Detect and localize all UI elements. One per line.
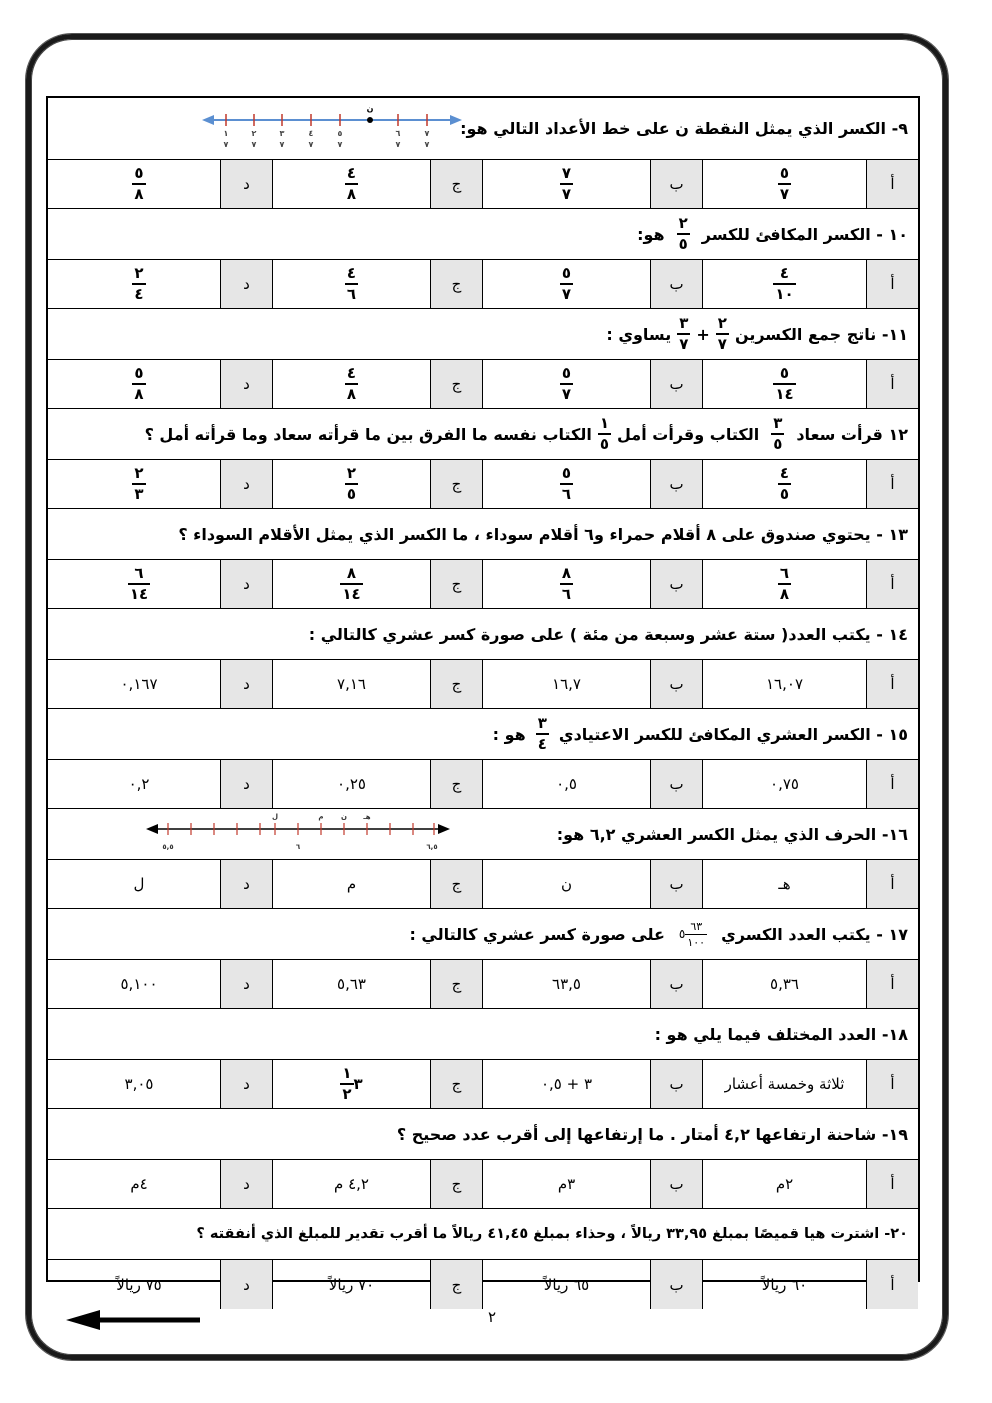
svg-text:٧: ٧ (223, 140, 229, 149)
question-10-fraction: $\frac{٢}{٥}$ (678, 214, 688, 253)
q9-point-label: ن (366, 104, 374, 113)
option-c[interactable]: ٠,٢٥ (272, 760, 430, 808)
option-b[interactable]: ن (482, 860, 650, 908)
option-letter-b: ب (650, 460, 702, 508)
option-letter-c: ج (430, 1060, 482, 1108)
option-letter-c: ج (430, 460, 482, 508)
svg-text:٥: ٥ (337, 129, 343, 138)
option-d[interactable]: ل (133, 875, 145, 893)
option-letter-c: ج (430, 1260, 482, 1309)
answers-14 (48, 660, 918, 709)
option-letter-c: ج (430, 860, 482, 908)
svg-text:٣: ٣ (279, 129, 285, 138)
question-10-text: ١٠ - الكسر المكافئ للكسر (701, 224, 908, 244)
svg-text:٧: ٧ (424, 129, 430, 138)
q16-point-l: ل (271, 813, 279, 821)
question-table (46, 96, 920, 1294)
option-b[interactable]: $\frac{٥}{٦}$ (482, 460, 650, 508)
question-12-text-2: الكتاب وقرأت أمل (617, 424, 760, 444)
option-c[interactable]: $\frac{٤}{٨}$ (272, 360, 430, 408)
q9-number-line (198, 104, 468, 154)
question-14-text: ١٤ - يكتب العدد( ستة عشر وسبعة من مئة ) على صورة كسر عشري كالتالي : (308, 624, 908, 644)
svg-text:٥,٥: ٥,٥ (162, 843, 174, 851)
svg-text:٦: ٦ (295, 843, 301, 851)
option-letter-d: د (220, 260, 272, 308)
answers-13 (48, 560, 918, 609)
option-letter-a: أ (866, 960, 918, 1008)
option-c[interactable]: $\frac{٤}{٨}$ (272, 160, 430, 208)
question-15-text: ١٥ - الكسر العشري المكافئ للكسر الاعتيادي (558, 724, 908, 744)
option-d[interactable]: $\frac{٦}{١٤}$ (129, 564, 149, 603)
option-a[interactable]: ثلاثة وخمسة أعشار (702, 1060, 866, 1108)
question-12-text-3: الكتاب نفسه ما الفرق بين ما قرأته سعاد وما قرأته أمل ؟ (144, 424, 592, 444)
option-letter-d: د (220, 660, 272, 708)
option-b[interactable]: ٦٣,٥ (482, 960, 650, 1008)
option-letter-c: ج (430, 1160, 482, 1208)
question-19 (48, 1109, 918, 1160)
option-b[interactable]: $\frac{٧}{٧}$ (482, 160, 650, 208)
option-a[interactable]: ٠,٧٥ (702, 760, 866, 808)
option-letter-a: أ (866, 1060, 918, 1108)
option-c[interactable]: م (272, 860, 430, 908)
answers-18 (48, 1060, 918, 1109)
svg-text:٧: ٧ (424, 140, 430, 149)
question-15-fraction: $\frac{٣}{٤}$ (537, 714, 547, 753)
option-letter-d: د (220, 1160, 272, 1208)
option-c[interactable]: ٤,٢ م (272, 1160, 430, 1208)
option-b[interactable]: ٣م (482, 1160, 650, 1208)
question-12 (48, 409, 918, 460)
question-13 (48, 509, 918, 560)
answers-9 (48, 160, 918, 209)
q9-point-n (367, 117, 373, 123)
svg-text:٦: ٦ (395, 129, 401, 138)
option-letter-b: ب (650, 1060, 702, 1108)
svg-text:٧: ٧ (337, 140, 343, 149)
question-13-text: ١٣ - يحتوي صندوق على ٨ أقلام حمراء و٦ أقلام سوداء ، ما الكسر الذي يمثل الأقلام السوداء ؟ (178, 524, 908, 544)
option-letter-c: ج (430, 360, 482, 408)
option-letter-b: ب (650, 1260, 702, 1309)
option-letter-d: د (220, 960, 272, 1008)
question-20 (48, 1209, 918, 1260)
option-d[interactable]: $\frac{٥}{٨}$ (134, 364, 144, 403)
q16-point-m: م (318, 813, 324, 821)
question-17-text: ١٧ - يكتب العدد الكسري (721, 924, 908, 944)
option-letter-a: أ (866, 260, 918, 308)
option-b[interactable]: ١٦,٧ (482, 660, 650, 708)
answers-11 (48, 360, 918, 409)
option-c[interactable]: $\frac{٢}{٥}$ (272, 460, 430, 508)
option-letter-b: ب (650, 760, 702, 808)
answers-16 (48, 860, 918, 909)
answers-15 (48, 760, 918, 809)
question-17-mixed-number: $\frac{٦٣}{١٠٠}$ ٥ (678, 919, 706, 949)
option-d[interactable]: $\frac{٢}{٤}$ (134, 264, 144, 303)
question-20-text: ٢٠- اشترت هيا قميصًا بمبلغ ٣٣,٩٥ ريالاً ، وحذاء بمبلغ ٤١,٤٥ ريالاً ما أقرب تقدير للمبلغ الذي أنفقته ؟ (196, 1226, 908, 1242)
page-number: ٢ (488, 1308, 497, 1326)
option-b[interactable]: $\frac{٥}{٧}$ (482, 360, 650, 408)
option-c[interactable]: $\frac{٤}{٦}$ (272, 260, 430, 308)
answers-19 (48, 1160, 918, 1209)
option-letter-b: ب (650, 260, 702, 308)
option-b[interactable]: $\frac{٥}{٧}$ (482, 260, 650, 308)
question-18 (48, 1009, 918, 1060)
option-d[interactable]: ٠,١٦٧ (120, 675, 158, 693)
option-letter-b: ب (650, 860, 702, 908)
question-15: ١٥ - الكسر العشري المكافئ للكسر الاعتيادي $\frac{٣}{٤}$ هو : (48, 709, 918, 760)
option-letter-d: د (220, 160, 272, 208)
question-12-fraction-1: $\frac{٣}{٥}$ (773, 414, 783, 453)
question-19-text: ١٩- شاحنة ارتفاعها ٤,٢ أمتار . ما إرتفاعها إلى أقرب عدد صحيح ؟ (396, 1124, 908, 1144)
option-letter-c: ج (430, 760, 482, 808)
option-b[interactable]: ٠,٥ (482, 760, 650, 808)
option-letter-a: أ (866, 760, 918, 808)
option-letter-a: أ (866, 160, 918, 208)
option-d[interactable]: ٣,٠٥ (124, 1075, 154, 1093)
svg-text:٧: ٧ (395, 140, 401, 149)
option-d[interactable]: $\frac{٥}{٨}$ (134, 164, 144, 203)
option-a[interactable]: ٥,٣٦ (702, 960, 866, 1008)
svg-text:٧: ٧ (308, 140, 314, 149)
svg-text:٧: ٧ (279, 140, 285, 149)
question-9-text: ٩- الكسر الذي يمثل النقطة ن على خط الأعداد التالي هو: (460, 119, 908, 138)
svg-text:١: ١ (223, 129, 229, 138)
option-a[interactable]: ٦٠ ريالاً (702, 1260, 866, 1309)
option-b[interactable]: $\frac{٨}{٦}$ (482, 560, 650, 608)
svg-text:٢: ٢ (251, 129, 257, 138)
option-d[interactable]: ٥,١٠٠ (120, 975, 158, 993)
option-c[interactable]: $\frac{٨}{١٤}$ (272, 560, 430, 608)
option-d[interactable]: ٧٥ ريالاً (116, 1275, 162, 1294)
option-letter-c: ج (430, 660, 482, 708)
option-a[interactable]: $\frac{٦}{٨}$ (702, 560, 866, 608)
question-12-text-1: ١٢ قرأت سعاد (796, 424, 908, 444)
option-a[interactable]: $\frac{٥}{١٤}$ (702, 360, 866, 408)
question-11-fraction-1: $\frac{٢}{٧}$ (717, 314, 727, 353)
option-letter-c: ج (430, 960, 482, 1008)
option-letter-d: د (220, 860, 272, 908)
question-10: ١٠ - الكسر المكافئ للكسر $\frac{٢}{٥}$ هو: (48, 209, 918, 260)
option-a[interactable]: ٢م (702, 1160, 866, 1208)
question-18-text: ١٨- العدد المختلف فيما يلي هو : (654, 1024, 908, 1044)
option-letter-d: د (220, 360, 272, 408)
option-letter-a: أ (866, 660, 918, 708)
option-a[interactable]: $\frac{٤}{١٠}$ (702, 260, 866, 308)
question-12-fraction-2: $\frac{١}{٥}$ (599, 414, 610, 453)
option-c[interactable]: ٣ $\frac{١}{٢}$ (272, 1060, 430, 1108)
option-a[interactable]: هـ (702, 860, 866, 908)
svg-text:٧: ٧ (251, 140, 257, 149)
answers-17 (48, 960, 918, 1009)
option-letter-a: أ (866, 560, 918, 608)
option-letter-a: أ (866, 1260, 918, 1309)
option-a[interactable]: $\frac{٥}{٧}$ (702, 160, 866, 208)
option-letter-c: ج (430, 560, 482, 608)
option-letter-b: ب (650, 960, 702, 1008)
option-a[interactable]: $\frac{٤}{٥}$ (702, 460, 866, 508)
plus-sign: + (696, 324, 710, 344)
q16-number-line (144, 811, 454, 857)
option-letter-a: أ (866, 360, 918, 408)
option-letter-c: ج (430, 160, 482, 208)
option-a[interactable]: ١٦,٠٧ (702, 660, 866, 708)
option-b[interactable]: ٣ + ٠,٥ (482, 1060, 650, 1108)
option-letter-a: أ (866, 860, 918, 908)
answers-10 (48, 260, 918, 309)
answers-20 (48, 1260, 918, 1309)
answers-12 (48, 460, 918, 509)
question-16 (48, 809, 918, 860)
option-letter-b: ب (650, 160, 702, 208)
q16-point-h: هـ (363, 813, 371, 821)
option-b[interactable]: ٦٥ ريالاً (482, 1260, 650, 1309)
question-11-text: ١١- ناتج جمع الكسرين (734, 324, 908, 344)
option-letter-d: د (220, 1260, 272, 1309)
option-letter-d: د (220, 460, 272, 508)
option-letter-d: د (220, 760, 272, 808)
question-16-text: ١٦- الحرف الذي يمثل الكسر العشري ٦,٢ هو: (556, 824, 908, 844)
option-c[interactable]: ٧,١٦ (272, 660, 430, 708)
question-11: ١١- ناتج جمع الكسرين $\frac{٢}{٧}$ + $\frac{٣}{٧}$ يساوي : (48, 309, 918, 360)
option-d[interactable]: ٠,٢ (128, 775, 150, 793)
option-letter-b: ب (650, 360, 702, 408)
option-d[interactable]: $\frac{٢}{٣}$ (134, 464, 144, 503)
q16-point-n: ن (341, 813, 347, 821)
option-c[interactable]: ٥,٦٣ (272, 960, 430, 1008)
option-letter-b: ب (650, 1160, 702, 1208)
question-11-fraction-2: $\frac{٣}{٧}$ (679, 314, 689, 353)
option-letter-a: أ (866, 460, 918, 508)
question-17: ١٧ - يكتب العدد الكسري $\frac{٦٣}{١٠٠}$ ٥ على صورة كسر عشري كالتالي : (48, 909, 918, 960)
option-letter-a: أ (866, 1160, 918, 1208)
option-c[interactable]: ٧٠ ريالاً (272, 1260, 430, 1309)
svg-text:٤: ٤ (308, 129, 314, 138)
question-14 (48, 609, 918, 660)
option-letter-b: ب (650, 660, 702, 708)
option-letter-d: د (220, 1060, 272, 1108)
option-d[interactable]: ٤م (130, 1175, 148, 1193)
svg-text:٦,٥: ٦,٥ (426, 843, 438, 851)
next-page-arrow-icon[interactable] (66, 1309, 202, 1331)
option-letter-c: ج (430, 260, 482, 308)
option-letter-d: د (220, 560, 272, 608)
option-letter-b: ب (650, 560, 702, 608)
question-9 (48, 98, 918, 160)
